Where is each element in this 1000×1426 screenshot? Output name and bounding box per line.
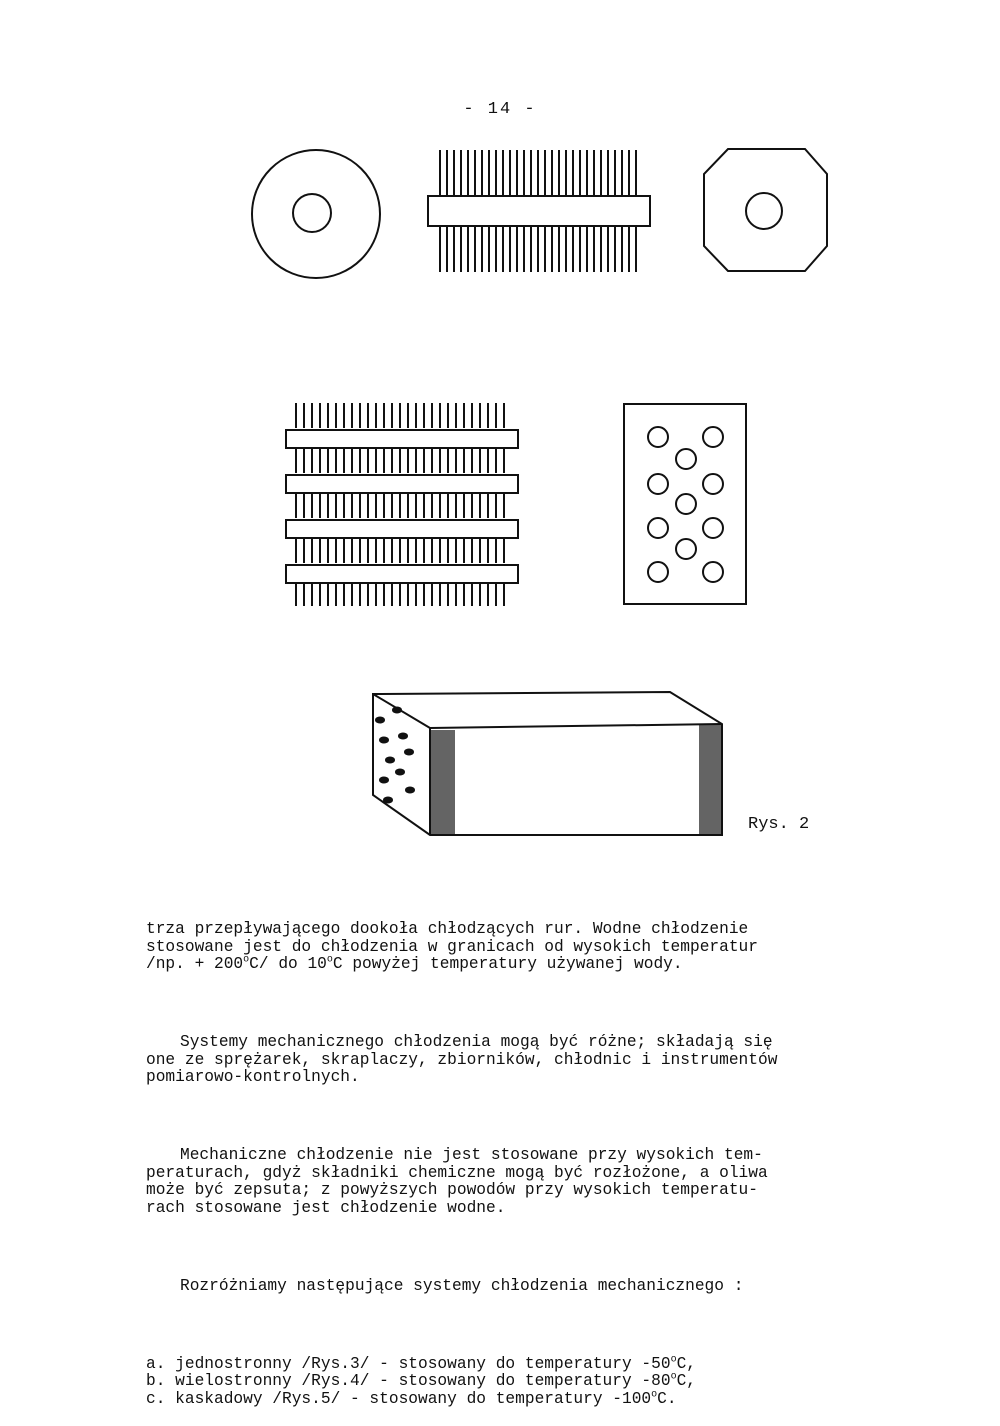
plate-fin-block [373,692,722,835]
figure-caption: Rys. 2 [748,815,810,834]
perforated-plate [624,404,746,604]
p2-line: pomiarowo-kontrolnych. [146,1068,360,1086]
body-text [146,886,876,1426]
p3-line: może być zepsuta; z powyższych powodów przy wysokich temperatu- [146,1181,758,1199]
list-item: b. wielostronny /Rys.4/ - stosowany do temperatury -80$^o$C, [146,1371,697,1390]
p4-line: Rozróżniamy następujące systemy chłodzenia mechanicznego : [180,1276,744,1295]
paragraph-2 [146,1034,876,1087]
p1-line: stosowane jest do chłodzenia w granicach od wysokich temperatur [146,937,758,956]
p1-line: trza przepływającego dookoła chłodzących rur. Wodne chłodzenie [146,920,749,938]
p3-line: rach stosowane jest chłodzenie wodne. [146,1198,506,1217]
list-item: a. jednostronny /Rys.3/ - stosowany do temperatury -50$^o$C, [146,1354,697,1373]
p2-line: Systemy mechanicznego chłodzenia mogą być różne; składają się [180,1033,773,1051]
p1-line3: /np. + $200^oC/$ do 10$^o$C powyżej temperatury używanej wody. [146,954,683,973]
p3-line: peraturach, gdyż składniki chemiczne mogą być rozłożone, a oliwa [146,1163,768,1182]
page-number: - 14 - [463,100,537,119]
paragraph-1 [146,921,876,974]
finned-tube-bank [286,403,518,606]
finned-tube-side-view [428,150,650,272]
list-item: c. kaskadowy /Rys.5/ - stosowany do temperatury -100$^o$C. [146,1389,677,1408]
p2-line: one ze sprężarek, skraplaczy, zbiorników, chłodnic i instrumentów [146,1050,778,1069]
p3-line: Mechaniczne chłodzenie nie jest stosowane przy wysokich tem- [180,1146,763,1164]
systems-list [146,1356,876,1409]
octagonal-fin-cross-section [704,149,827,271]
paragraph-4 [146,1278,876,1296]
paragraph-3 [146,1147,876,1217]
round-fin-cross-section [252,150,380,278]
